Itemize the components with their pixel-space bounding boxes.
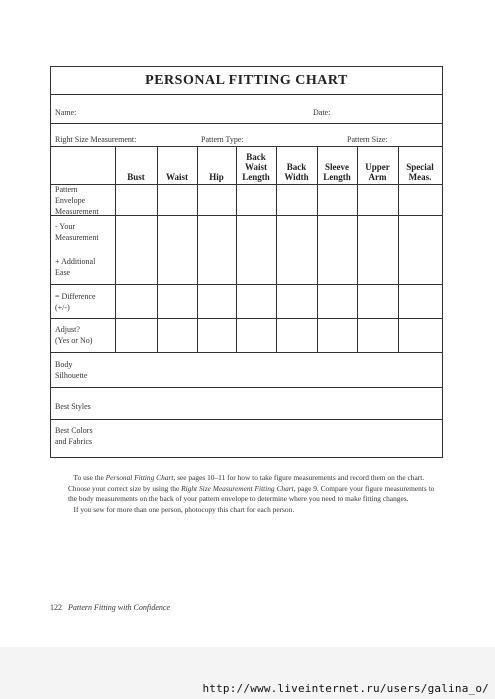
date-label: Date: [313,108,331,117]
divider [51,352,442,353]
divider [51,387,442,388]
row-label-adjust: Adjust? (Yes or No) [55,325,93,345]
page-number: 122 [50,603,62,612]
grid-line [236,146,237,352]
divider [51,123,442,124]
row-label-additional-ease: + Additional Ease [55,257,96,277]
divider [51,318,442,319]
row-label-envelope: Pattern Envelope Measurement [55,185,99,216]
divider [51,215,442,216]
col-header-waist: Waist [165,172,188,182]
col-header-bust: Bust [127,172,145,182]
divider [51,419,442,420]
book-title: Pattern Fitting with Confidence [68,603,170,612]
row-label-best-styles: Best Styles [55,402,91,411]
grid-line [115,146,116,352]
col-header-upper-arm: Upper Arm [365,162,390,182]
grid-line [398,146,399,352]
grid-line [317,146,318,352]
divider [51,184,442,185]
name-label: Name: [55,108,77,117]
grid-line [357,146,358,352]
col-header-hip: Hip [209,172,224,182]
row-label-your-measurement: - Your Measurement [55,222,99,242]
pattern-size-label: Pattern Size: [347,135,388,144]
col-header-sleeve-length: Sleeve Length [323,162,351,182]
grid-line [197,146,198,352]
watermark-url: http://www.liveinternet.ru/users/galina_o/ [202,682,489,695]
divider [51,284,442,285]
divider [51,146,442,147]
grid-line [157,146,158,352]
right-size-label: Right Size Measurement: [55,135,137,144]
grid-line [276,146,277,352]
page-footer [50,603,170,612]
col-header-special-meas: Special Meas. [406,162,434,182]
pattern-type-label: Pattern Type: [201,135,244,144]
row-label-difference: = Difference (+/-) [55,292,96,312]
chart-title: PERSONAL FITTING CHART [51,67,442,95]
col-header-back-width: Back Width [284,162,309,182]
col-header-back-waist-length: Back Waist Length [242,152,270,182]
personal-fitting-chart [50,66,443,458]
instructions-text: To use the Personal Fitting Chart, see pages 10–11 for how to take figure measurements and record them on the chart. Choose your correct size by using the Right Size Measurement Fitting Chart, page 9. Compare your figure measurements to the body measurements on the back of your pattern envelope to determine where you need to make fitting changes. If you sew for more than one person, photocopy this chart for each person. [68,473,435,514]
row-label-body-silhouette: Body Silhouette [55,360,88,380]
row-label-best-colors: Best Colors and Fabrics [55,426,93,446]
